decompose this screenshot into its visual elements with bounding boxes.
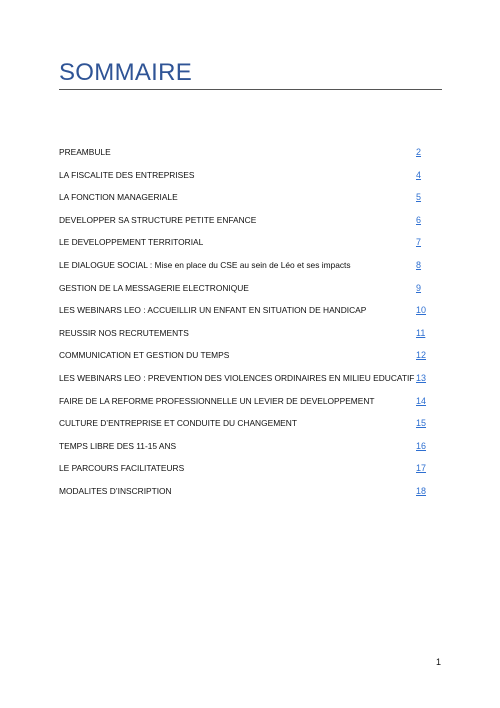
toc-entry-page-link[interactable]: 5: [416, 192, 422, 203]
toc-entry-page-link[interactable]: 8: [416, 260, 422, 270]
toc-entry-page-link[interactable]: 9: [416, 282, 422, 293]
toc-entry-label[interactable]: LA FONCTION MANAGERIALE: [59, 192, 178, 203]
toc-entry-label[interactable]: FAIRE DE LA REFORME PROFESSIONNELLE UN LEVIER DE DEVELOPPEMENT: [59, 395, 375, 406]
toc-entry[interactable]: [59, 188, 427, 204]
toc-entry-label[interactable]: COMMUNICATION ET GESTION DU TEMPS: [59, 350, 230, 361]
toc-entry-label[interactable]: LE DEVELOPPEMENT TERRITORIAL: [59, 237, 204, 248]
toc-entry-label[interactable]: CULTURE D’ENTREPRISE ET CONDUITE DU CHANGEMENT: [59, 418, 297, 429]
toc-entry-page-link[interactable]: 13: [416, 373, 427, 383]
toc-entry[interactable]: [59, 392, 427, 408]
toc-entry[interactable]: [59, 301, 427, 317]
toc-entry-label[interactable]: LA FISCALITE DES ENTREPRISES: [59, 169, 195, 180]
toc-entry-label[interactable]: REUSSIR NOS RECRUTEMENTS: [59, 327, 189, 338]
toc-entry[interactable]: [59, 211, 427, 227]
toc-entry-label[interactable]: LE PARCOURS FACILITATEURS: [59, 463, 185, 474]
toc-entry-page-link[interactable]: 11: [416, 327, 426, 338]
toc-entry-label[interactable]: DEVELOPPER SA STRUCTURE PETITE ENFANCE: [59, 214, 257, 225]
toc-entry[interactable]: [59, 324, 427, 340]
toc-entry-page-link[interactable]: 4: [416, 169, 422, 180]
toc-entry-page-link[interactable]: 2: [416, 147, 422, 157]
toc-entry-page-link[interactable]: 16: [416, 440, 427, 451]
toc-entry-label[interactable]: LES WEBINARS LEO : PREVENTION DES VIOLENCES ORDINAIRES EN MILIEU EDUCATIF: [59, 373, 415, 383]
page-title: SOMMAIRE: [59, 59, 193, 86]
toc-entry[interactable]: [59, 256, 427, 272]
toc-entry[interactable]: [59, 233, 427, 249]
toc-entry-label[interactable]: MODALITES D’INSCRIPTION: [59, 486, 172, 496]
toc-entry[interactable]: [59, 369, 427, 385]
toc-entry-page-link[interactable]: 12: [416, 350, 427, 361]
toc-entry-label[interactable]: TEMPS LIBRE DES 11-15 ANS: [59, 440, 177, 451]
page-number: 1: [436, 657, 442, 667]
toc-entry[interactable]: [59, 279, 427, 295]
toc-entry-label[interactable]: PREAMBULE: [59, 147, 111, 157]
toc-entry-page-link[interactable]: 7: [416, 237, 422, 248]
toc-entry-page-link[interactable]: 14: [416, 395, 427, 406]
toc-entry[interactable]: [59, 346, 427, 362]
toc-entry[interactable]: [59, 414, 427, 430]
toc-entry-page-link[interactable]: 10: [416, 305, 427, 316]
toc-entry[interactable]: [59, 437, 427, 453]
toc-entry-page-link[interactable]: 18: [416, 486, 427, 496]
toc-entry[interactable]: [59, 482, 427, 498]
title-divider: [59, 89, 442, 90]
toc-entry-label[interactable]: LES WEBINARS LEO : ACCUEILLIR UN ENFANT EN SITUATION DE HANDICAP: [59, 305, 367, 316]
toc-entry[interactable]: [59, 166, 427, 182]
toc-entry-label[interactable]: LE DIALOGUE SOCIAL : Mise en place du CSE au sein de Léo et ses impacts: [59, 260, 351, 270]
toc-entry-page-link[interactable]: 17: [416, 463, 427, 474]
toc-entry-page-link[interactable]: 6: [416, 214, 422, 225]
toc-entry-label[interactable]: GESTION DE LA MESSAGERIE ELECTRONIQUE: [59, 282, 249, 293]
toc-entry-page-link[interactable]: 15: [416, 418, 427, 429]
toc-entry[interactable]: [59, 459, 427, 475]
toc-entry[interactable]: [59, 143, 427, 159]
